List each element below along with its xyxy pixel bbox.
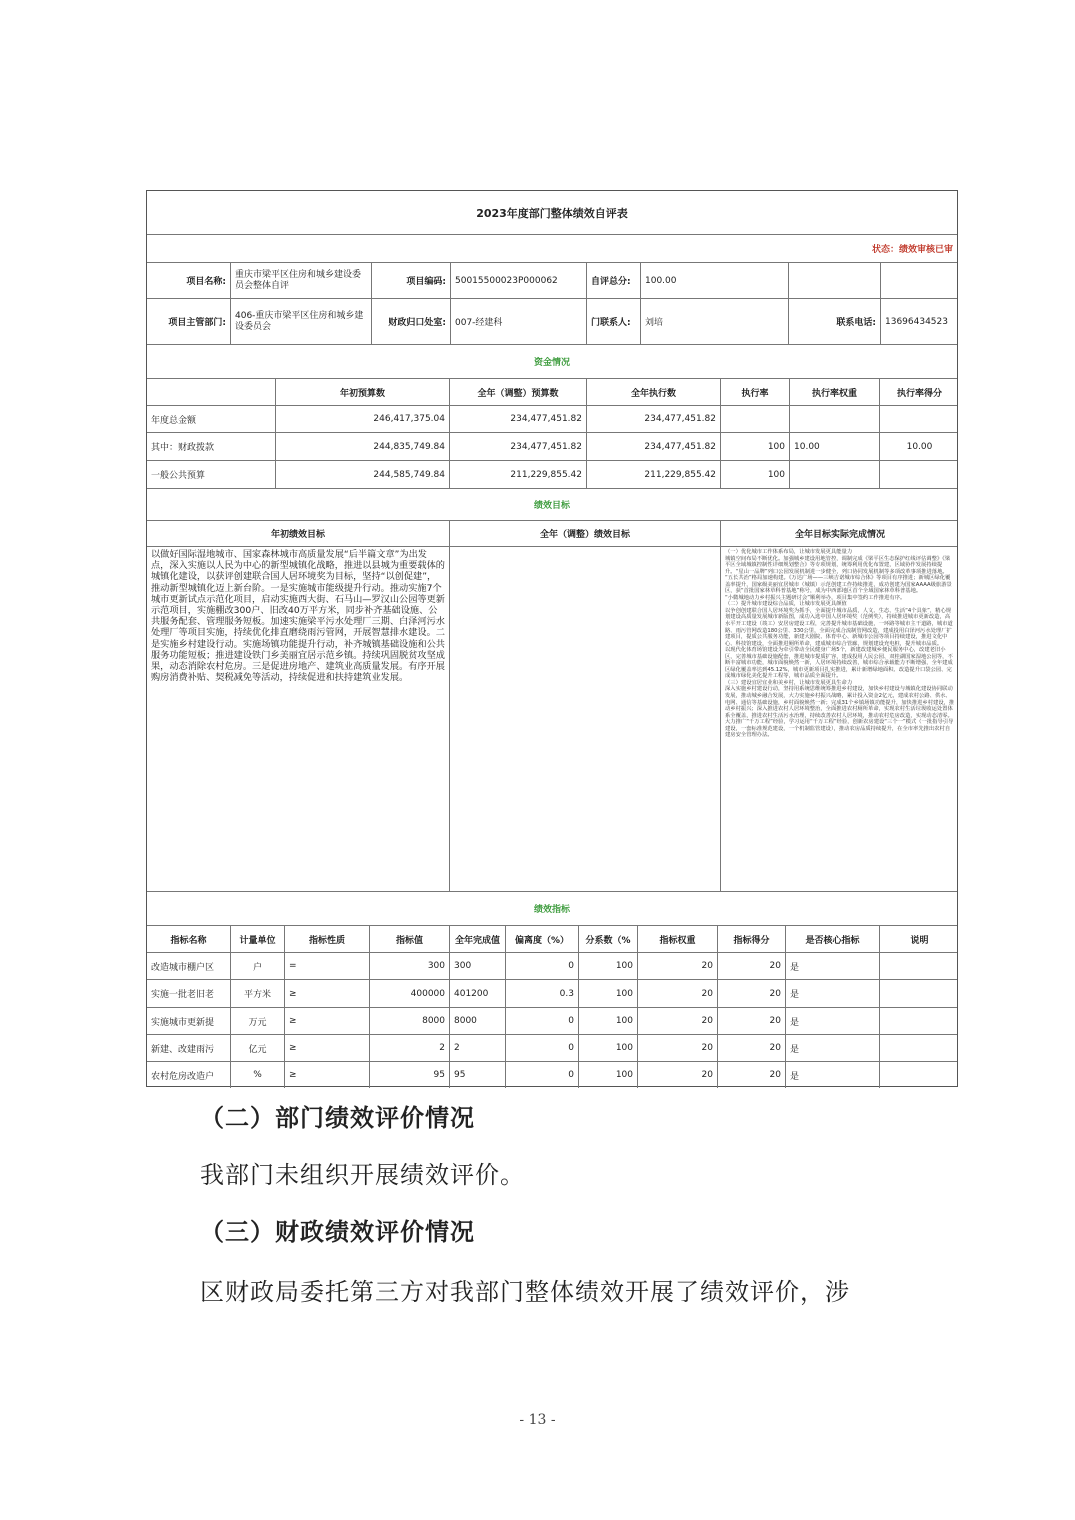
ind-nature: ≥ (285, 1008, 370, 1034)
funds-header-score: 执行率得分 (896, 388, 942, 399)
goals-section-row (147, 489, 957, 521)
funds-row-adjusted: 234,477,451.82 (450, 433, 587, 460)
funds-row-adjusted: 234,477,451.82 (450, 406, 587, 432)
indicator-row (147, 980, 957, 1008)
ind-note (880, 1062, 959, 1088)
goals-header-row (147, 521, 957, 547)
ind-coef: 100 (579, 1035, 638, 1061)
ind-score: 20 (718, 1035, 786, 1061)
ind-note (880, 1035, 959, 1061)
paragraph-dept-evaluation: 我部门未组织开展绩效评价。 (200, 1161, 525, 1189)
fin-label: 财政归口处室: (372, 299, 451, 344)
funds-row (147, 433, 957, 461)
ind-name: 实施一批老旧老 (147, 980, 231, 1007)
funds-row (147, 461, 957, 489)
ind-nature: ≥ (285, 980, 370, 1007)
ind-nature: ≥ (285, 1062, 370, 1088)
ind-score: 20 (718, 1008, 786, 1034)
ind-header-unit: 计量单位 (231, 926, 285, 952)
ind-unit: 万元 (231, 1008, 285, 1034)
funds-row-executed: 211,229,855.42 (587, 461, 721, 488)
status-text: 状态：绩效审核已审 (871, 245, 953, 255)
ind-weight: 20 (638, 1035, 718, 1061)
ind-name: 农村危房改造户 (147, 1062, 231, 1088)
info-empty-1 (789, 263, 881, 298)
ind-core: 是 (786, 953, 880, 979)
project-code-label: 项目编码: (372, 263, 451, 298)
funds-row-adjusted: 211,229,855.42 (450, 461, 587, 488)
goals-initial-text: 以做好国际湿地城市、国家森林城市高质量发展“后半篇文章”为出发点，深入实施以人民为中心的新型城镇化战略，推进以县城为重要载体的城镇化建设，以获评创建联合国人居环境奖为目标，坚持“以创促建”，推动新型城镇化迈上新台阶。一是实施城市能级提升行动。推动实施7个城市更新试点示范化项目，启动实施西大街、石马山—罗汉山公园等更新示范项目，实施棚改300户、旧改40万平方米，同步补齐基础设施、公共服务配套、管理服务短板。加速实施梁平污水处理厂三期、白泽河污水处理厂等项目实施，持续优化排直磨绕雨污管网，开展智慧排水建设。二是实施乡村建设行动。实施场镇功能提升行动，补齐城镇基础设施和公共服务功能短板；推进建设铁门乡美丽宜居示范乡镇。持续巩固脱贫攻坚成果，动态消除农村危房。三是促进房地产、建筑业高质量发展。有序开展购房消费补贴、契税减免等活动，持续促进和扶持建筑业发展。 (147, 547, 450, 891)
funds-header-adjusted: 全年（调整）预算数 (450, 379, 587, 405)
phone-value: 13696434523 (885, 316, 948, 327)
project-name-label: 项目名称: (147, 263, 231, 298)
ind-actual: 300 (450, 953, 506, 979)
fin-value: 007-经建科 (451, 299, 587, 344)
ind-coef: 100 (579, 953, 638, 979)
funds-row-label: 其中：财政拨款 (147, 433, 276, 460)
contact-value: 刘培 (641, 299, 789, 344)
ind-nature: = (285, 953, 370, 979)
ind-target: 400000 (370, 980, 450, 1007)
ind-note (880, 1008, 959, 1034)
ind-core: 是 (786, 1008, 880, 1034)
funds-row-initial: 244,835,749.84 (276, 433, 450, 460)
page-number: - 13 - (519, 1412, 556, 1428)
funds-row-executed: 234,477,451.82 (587, 406, 721, 432)
funds-row-label: 年度总金额 (147, 406, 276, 432)
funds-header-rate: 执行率 (721, 379, 790, 405)
project-name-value: 重庆市梁平区住房和城乡建设委员会整体自评 (231, 263, 372, 298)
ind-target: 300 (370, 953, 450, 979)
ind-weight: 20 (638, 980, 718, 1007)
paragraph-fiscal-evaluation: 区财政局委托第三方对我部门整体绩效开展了绩效评价，涉 (200, 1278, 850, 1306)
goals-section-title: 绩效目标 (533, 501, 570, 511)
indicator-row (147, 1035, 957, 1062)
ind-deviation: 0 (506, 953, 579, 979)
ind-unit: 平方米 (231, 980, 285, 1007)
score-value: 100.00 (641, 263, 789, 298)
goals-header-initial: 年初绩效目标 (147, 521, 450, 546)
ind-nature: ≥ (285, 1035, 370, 1061)
ind-header-name: 指标名称 (147, 926, 231, 952)
dept-value: 406-重庆市梁平区住房和城乡建设委员会 (231, 299, 372, 344)
funds-row-initial: 244,585,749.84 (276, 461, 450, 488)
indicators-header-row (147, 926, 957, 953)
ind-name: 改造城市棚户区 (147, 953, 231, 979)
ind-score: 20 (718, 1062, 786, 1088)
indicator-row (147, 1062, 957, 1088)
funds-header-blank (147, 379, 276, 405)
ind-actual: 401200 (450, 980, 506, 1007)
funds-row-rate: 100 (721, 433, 790, 460)
goals-header-actual: 全年目标实际完成情况 (794, 530, 885, 540)
ind-name: 新建、改建雨污 (147, 1035, 231, 1061)
ind-target: 95 (370, 1062, 450, 1088)
ind-unit: 户 (231, 953, 285, 979)
ind-actual: 95 (450, 1062, 506, 1088)
funds-row-weight (790, 461, 880, 488)
ind-core: 是 (786, 1062, 880, 1088)
ind-score: 20 (718, 953, 786, 979)
funds-row (147, 406, 957, 433)
funds-header-executed: 全年执行数 (587, 379, 721, 405)
funds-section-row (147, 345, 957, 379)
ind-core: 是 (786, 980, 880, 1007)
funds-row-executed: 234,477,451.82 (587, 433, 721, 460)
ind-actual: 8000 (450, 1008, 506, 1034)
funds-row-rate: 100 (721, 461, 790, 488)
ind-name: 实施城市更新提 (147, 1008, 231, 1034)
ind-coef: 100 (579, 1062, 638, 1088)
goals-adjusted-text (450, 547, 721, 891)
ind-weight: 20 (638, 953, 718, 979)
ind-header-nature: 指标性质 (285, 926, 370, 952)
ind-coef: 100 (579, 980, 638, 1007)
funds-row-weight: 10.00 (790, 433, 880, 460)
info-row-1 (147, 263, 957, 299)
ind-deviation: 0 (506, 1035, 579, 1061)
funds-row-rate (721, 406, 790, 432)
funds-row-label: 一般公共预算 (147, 461, 276, 488)
ind-actual: 2 (450, 1035, 506, 1061)
ind-weight: 20 (638, 1008, 718, 1034)
funds-row-score: 10.00 (906, 441, 933, 452)
funds-header-initial: 年初预算数 (276, 379, 450, 405)
score-label: 自评总分: (587, 263, 641, 298)
funds-header-row (147, 379, 957, 406)
dept-label: 项目主管部门: (147, 299, 231, 344)
ind-header-weight: 指标权重 (638, 926, 718, 952)
ind-header-target: 指标值 (370, 926, 450, 952)
performance-table (146, 190, 958, 1087)
indicators-section-row (147, 892, 957, 926)
phone-label: 联系电话: (789, 299, 881, 344)
indicators-section-title: 绩效指标 (533, 905, 570, 915)
project-code-value: 50015500023P000062 (451, 263, 587, 298)
ind-weight: 20 (638, 1062, 718, 1088)
ind-header-actual: 全年完成值 (450, 926, 506, 952)
goals-actual-text: （一）优化城市工作体系布局，让城市发展更具能量力 城镇空间布局不断优化。加强城乡建设用地管控，调制完成《梁平区生态保护红线评估调整》《梁平区全域城镇控制性详细规划整合》等专项规划，统筹利用优化布置建，区域协作发展持续提升。“星山一品牌”列口公园发展机制进一步健全，列口协同发展机制等多项改革事项推进落地。 “五长共治”格局加速构建。《万达广场——三峡吉诺城市综合体》等项目有序推进；新城区绿化覆盖率提升，国家级美丽宜居城市（城镇）示范创建工作持续推进，成功创建为国家AAAA级旅游景区，获“首批国家林草科普基地”称号，成为中西部地区首个全域国家林草科普基地。 “小微城地动力乡村振兴主题研讨会”顺利举办，项目集中签约工作推进有序。 （二）提升城市建设综合品质，让城市发展更具颜值 以争创创建联合国人居环境奖为抓手，全面提升城市品质，人文、生态、生活“4个具象”，精心规划建设高质量发展城市新版图，成功入选中国人居环境奖（范例奖），持续推进城市更新改造，高水平开工建设（竣工）安居房建设工程，完善提升城市基础设施，一环路等城市主干道路，城市道路、雨污管网改造180公里、330公里，全面完成合流制管网改造，建成投用白泽河污水处理厂扩建项目，提质公共服务功能，新建大剧院、体育中心、新城市公园等项目持续建设，推进文化中心、科技馆建设，全面推进厕所革命，建成城市综合管廊，规划建设充电桩，提升城市品质。 以现代化体育场馆建设为牵引带动全民健身广场5个，新建改建城乡便民服务中心，改建老旧小区，完善城市基础设施配套，推进城市提质扩容，建成投用人民公园、双桂湖国家湿地公园等，不断丰富城市功能，城市面貌焕然一新，人居环境持续改善，城市综合承载能力不断增强，全年建成区绿化覆盖率达到45.12%，城市更新项目扎实推进，累计新增绿地面积、改造提升口袋公园、完成城市绿化美化提升工程等，城市品质全面提升。 （三）建设宜居宜业和美乡村，让城市发展更具生命力 深入实施乡村建设行动，坚持用系统思维统筹推进乡村建设，加快乡村建设与城镇化建设协同联动发展，推动城乡融合发展，大力实施乡村振兴战略，累计投入资金2亿元，建成农村公路、供水、电网、通信等基础设施，乡村面貌焕然一新；完成31个乡镇场镇功能提升，加快推进乡村建设，推动乡村振兴；深入推进农村人居环境整治，全面推进农村厕所革命，实现农村生活垃圾收运处置体系全覆盖，推进农村生活污水治理，持续改善农村人居环境，推动农村危房改造，实现动态清零。 大力推广“千万工程”经验，学习运用“千万工程”经验，创新农房建设“三个一”模式（一批指导引导建设，一套标准规范建设，一个机制监管建设），推动农房品质持续提升，在全市率先推出农村自建房安全管理办法。 (725, 549, 955, 739)
ind-header-core: 是否核心指标 (786, 926, 880, 952)
funds-row-score (880, 461, 959, 488)
funds-row-weight (790, 406, 880, 432)
ind-unit: % (231, 1062, 285, 1088)
ind-deviation: 0 (506, 1062, 579, 1088)
ind-header-coef: 分系数（% (579, 926, 638, 952)
ind-header-note: 说明 (910, 935, 929, 946)
funds-section-title: 资金情况 (533, 358, 570, 368)
ind-note (880, 953, 959, 979)
ind-target: 8000 (370, 1008, 450, 1034)
table-title-row (147, 191, 957, 235)
ind-unit: 亿元 (231, 1035, 285, 1061)
info-row-2 (147, 299, 957, 345)
contact-label: 门联系人: (587, 299, 641, 344)
ind-target: 2 (370, 1035, 450, 1061)
funds-row-initial: 246,417,375.04 (276, 406, 450, 432)
ind-core: 是 (786, 1035, 880, 1061)
ind-header-deviation: 偏离度（%） (506, 926, 579, 952)
funds-header-weight: 执行率权重 (790, 379, 880, 405)
info-empty-2 (881, 263, 959, 298)
ind-score: 20 (718, 980, 786, 1007)
ind-coef: 100 (579, 1008, 638, 1034)
goals-header-adjusted: 全年（调整）绩效目标 (450, 521, 721, 546)
ind-deviation: 0.3 (506, 980, 579, 1007)
funds-row-score (880, 406, 959, 432)
goals-content-row (147, 547, 957, 892)
table-title: 2023年度部门整体绩效自评表 (476, 206, 628, 220)
indicator-row (147, 953, 957, 980)
status-row (147, 235, 957, 263)
section-heading-dept-evaluation: （二）部门绩效评价情况 (200, 1103, 475, 1132)
ind-deviation: 0 (506, 1008, 579, 1034)
ind-note (880, 980, 959, 1007)
ind-header-score: 指标得分 (718, 926, 786, 952)
indicator-row (147, 1008, 957, 1035)
section-heading-fiscal-evaluation: （三）财政绩效评价情况 (200, 1217, 475, 1246)
